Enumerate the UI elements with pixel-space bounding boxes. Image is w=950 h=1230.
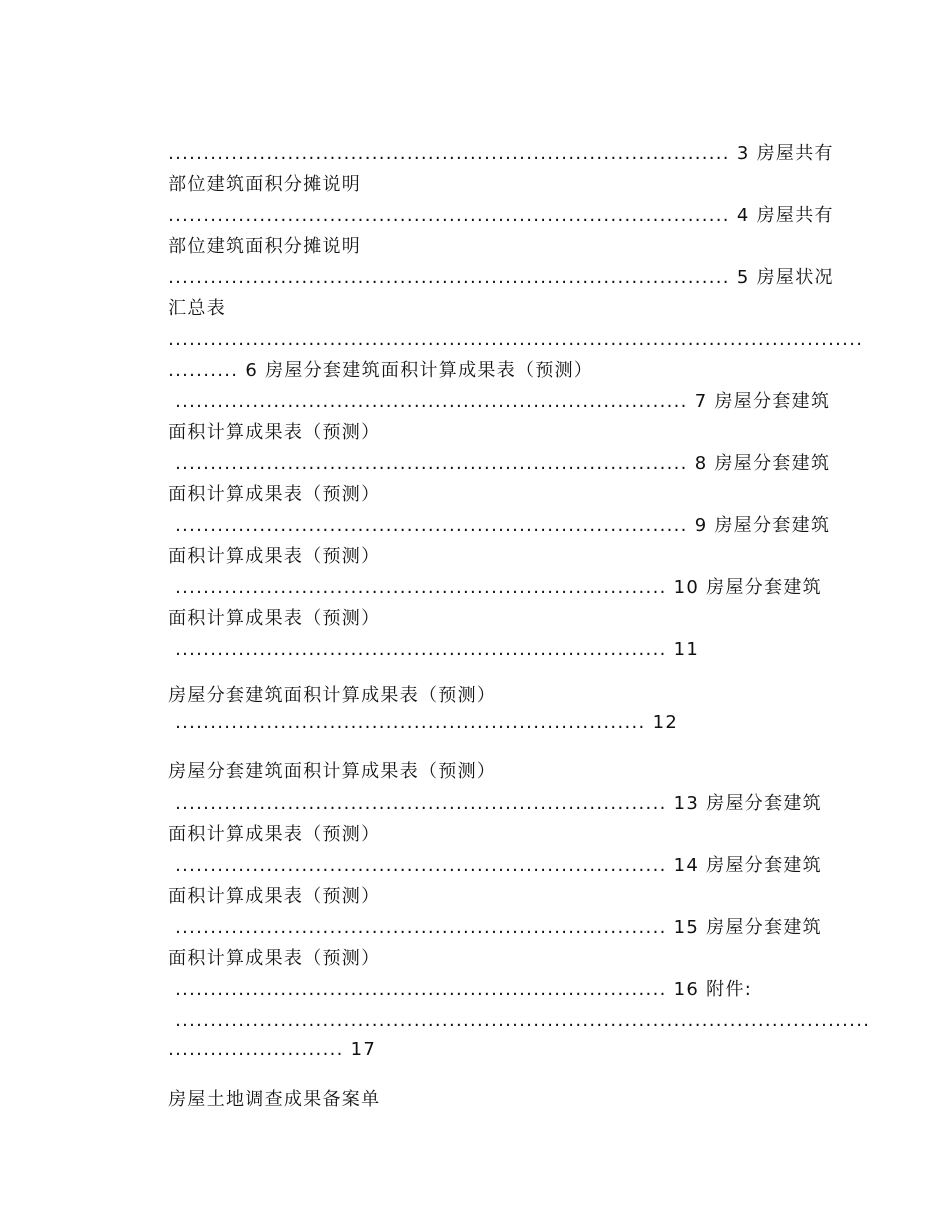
toc-entry-text: 5 房屋状况: [729, 267, 834, 288]
leader-dots: ................................................................................: [168, 267, 730, 288]
leader-dots: ......................................................................: [175, 855, 667, 876]
leader-dots: ..........: [168, 360, 239, 381]
leader-dots: ...................................................................................................: [175, 1010, 871, 1031]
toc-entry-text: 9 房屋分套建筑: [687, 515, 831, 536]
toc-entry-text: 房屋分套建筑面积计算成果表（预测）: [168, 685, 497, 706]
toc-entry-text: 6 房屋分套建筑面积计算成果表（预测）: [238, 360, 594, 381]
toc-entry-text: 10 房屋分套建筑: [666, 577, 822, 598]
leader-dots: .........................................................................: [175, 391, 688, 412]
leader-dots: ......................................................................: [175, 577, 667, 598]
toc-entry-text: 面积计算成果表（预测）: [168, 886, 381, 907]
leader-dots: ...................................................................: [175, 712, 646, 733]
toc-entry-text: 面积计算成果表（预测）: [168, 546, 381, 567]
toc-entry-text: 7 房屋分套建筑: [687, 391, 831, 412]
toc-entry-text: 面积计算成果表（预测）: [168, 484, 381, 505]
toc-line: [140, 1067, 380, 1133]
leader-dots: .........................: [168, 1039, 344, 1060]
leader-dots: ................................................................................: [168, 205, 730, 226]
leader-dots: ......................................................................: [175, 793, 667, 814]
toc-entry-text: 4 房屋共有: [729, 205, 834, 226]
toc-entry-text: 面积计算成果表（预测）: [168, 422, 381, 443]
leader-dots: .........................................................................: [175, 515, 688, 536]
toc-entry-text: 面积计算成果表（预测）: [168, 824, 381, 845]
toc-entry-text: 14 房屋分套建筑: [666, 855, 822, 876]
toc-entry-text: 13 房屋分套建筑: [666, 793, 822, 814]
toc-entry-text: 8 房屋分套建筑: [687, 453, 831, 474]
toc-entry-text: 12: [645, 712, 679, 733]
toc-entry-text: 17: [343, 1039, 377, 1060]
toc-entry-text: 3 房屋共有: [729, 143, 834, 164]
toc-entry-text: 房屋分套建筑面积计算成果表（预测）: [168, 761, 497, 782]
leader-dots: ......................................................................: [175, 917, 667, 938]
toc-line: [140, 245, 834, 311]
leader-dots: .........................................................................: [175, 453, 688, 474]
toc-entry-text: 16 附件:: [666, 979, 753, 1000]
leader-dots: ......................................................................: [175, 979, 667, 1000]
toc-entry-text: 房屋土地调查成果备案单: [168, 1089, 381, 1110]
toc-entry-text: 11: [666, 639, 700, 660]
toc-entry-text: 部位建筑面积分摊说明: [168, 174, 362, 195]
leader-dots: ...................................................................................................: [168, 329, 864, 350]
leader-dots: ......................................................................: [175, 639, 667, 660]
toc-entry-text: 15 房屋分套建筑: [666, 917, 822, 938]
toc-entry-text: 汇总表: [168, 298, 226, 319]
toc-entry-text: 面积计算成果表（预测）: [168, 948, 381, 969]
leader-dots: ................................................................................: [168, 143, 730, 164]
toc-entry-text: 面积计算成果表（预测）: [168, 608, 381, 629]
toc-entry-text: 部位建筑面积分摊说明: [168, 236, 362, 257]
